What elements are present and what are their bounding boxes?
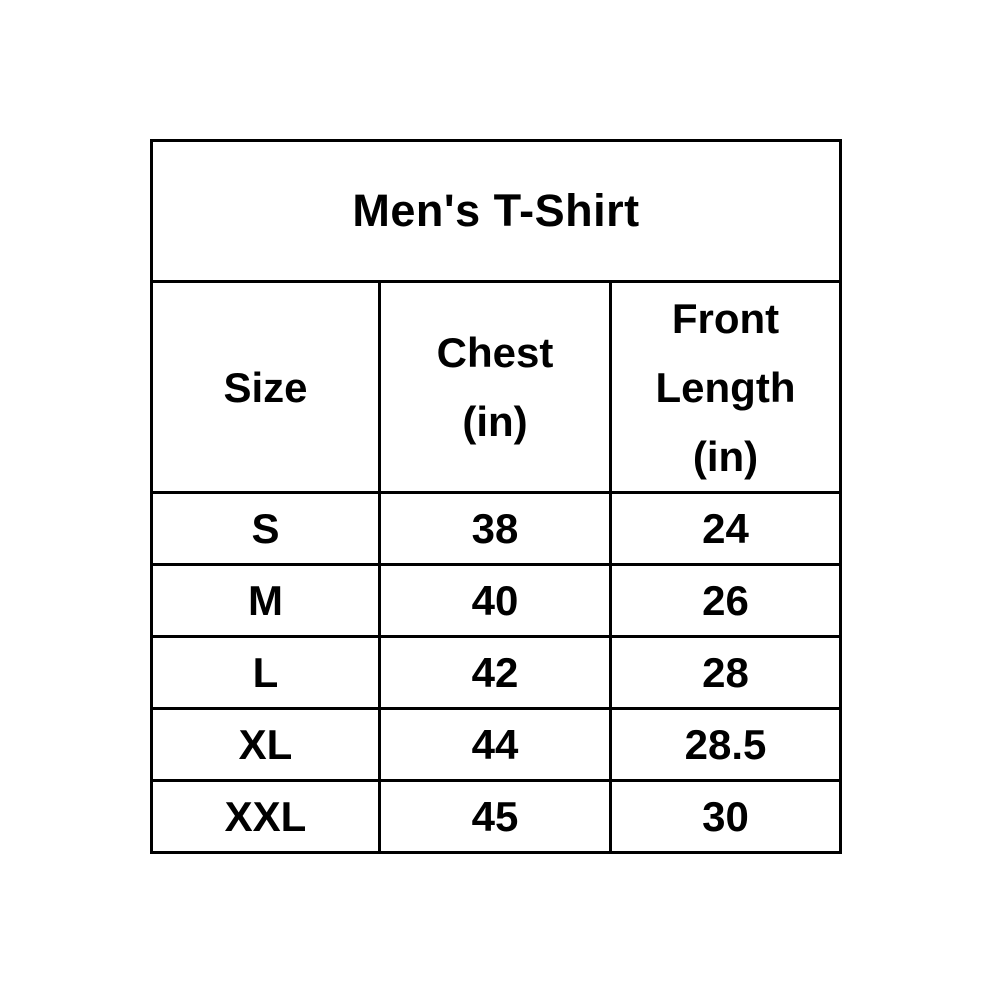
column-header-front-length-label-2: Length — [655, 363, 796, 411]
size-chart-table — [150, 139, 842, 854]
column-header-size-label: Size — [223, 363, 308, 411]
chest-cell: 45 — [380, 781, 611, 853]
chest-cell: 38 — [380, 493, 611, 565]
size-cell: S — [152, 493, 380, 565]
chest-cell: 40 — [380, 565, 611, 637]
column-header-size — [152, 282, 380, 493]
chest-cell: 42 — [380, 637, 611, 709]
size-cell: M — [152, 565, 380, 637]
header-row — [152, 282, 841, 493]
column-header-chest-label: Chest — [436, 329, 554, 376]
column-header-front-length-unit: (in) — [692, 432, 759, 480]
front-length-cell: 28 — [611, 637, 841, 709]
column-header-front-length — [611, 282, 841, 493]
size-chart-container — [150, 139, 842, 854]
front-length-cell: 24 — [611, 493, 841, 565]
chest-cell: 44 — [380, 709, 611, 781]
page-title: Men's T-Shirt — [152, 141, 841, 282]
size-cell: XXL — [152, 781, 380, 853]
front-length-cell: 26 — [611, 565, 841, 637]
column-header-chest — [380, 282, 611, 493]
table-row-s — [152, 493, 841, 565]
title-row — [152, 141, 841, 282]
column-header-front-length-label-1: Front — [671, 294, 780, 342]
table-row-m — [152, 565, 841, 637]
size-cell: L — [152, 637, 380, 709]
front-length-cell: 28.5 — [611, 709, 841, 781]
table-row-xl — [152, 709, 841, 781]
size-cell: XL — [152, 709, 380, 781]
table-row-l — [152, 637, 841, 709]
column-header-chest-unit: (in) — [462, 398, 528, 445]
front-length-cell: 30 — [611, 781, 841, 853]
table-row-xxl — [152, 781, 841, 853]
